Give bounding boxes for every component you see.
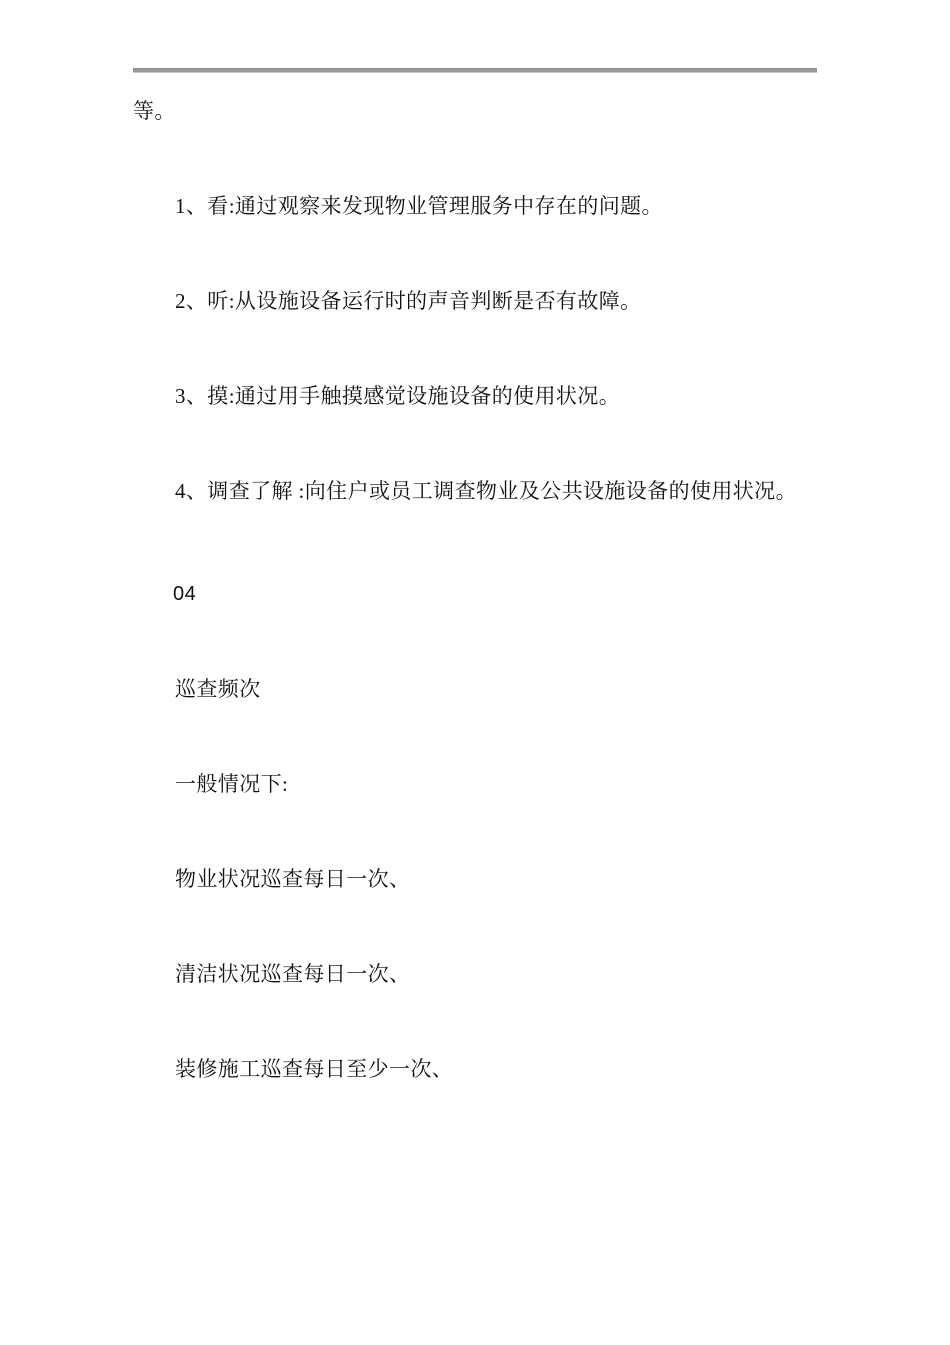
spacer — [133, 223, 823, 285]
frequency-item-2: 清洁状况巡查每日一次、 — [175, 962, 411, 986]
spacer — [133, 801, 823, 863]
list-item-1: 1、看:通过观察来发现物业管理服务中存在的问题。 — [175, 194, 663, 218]
frequency-item-3: 装修施工巡查每日至少一次、 — [175, 1057, 454, 1081]
list-item-3: 3、摸:通过用手触摸感觉设施设备的使用状况。 — [175, 384, 621, 408]
spacer — [133, 318, 823, 380]
section-heading: 巡查频次 — [175, 677, 261, 701]
spacer — [133, 706, 823, 768]
subheading-general-case: 一般情况下: — [175, 772, 289, 796]
spacer — [133, 413, 823, 475]
spacer — [133, 128, 823, 190]
header-divider — [133, 68, 817, 73]
document-body — [133, 95, 823, 1086]
spacer — [133, 611, 823, 673]
spacer — [133, 508, 823, 578]
section-number: 04 — [173, 583, 197, 605]
spacer — [133, 991, 823, 1053]
spacer — [133, 896, 823, 958]
list-item-2: 2、听:从设施设备运行时的声音判断是否有故障。 — [175, 289, 642, 313]
frequency-item-1: 物业状况巡查每日一次、 — [175, 867, 411, 891]
list-item-4: 4、调查了解 :向住户或员工调查物业及公共设施设备的使用状况。 — [175, 479, 797, 503]
paragraph-continuation: 等。 — [133, 99, 176, 123]
